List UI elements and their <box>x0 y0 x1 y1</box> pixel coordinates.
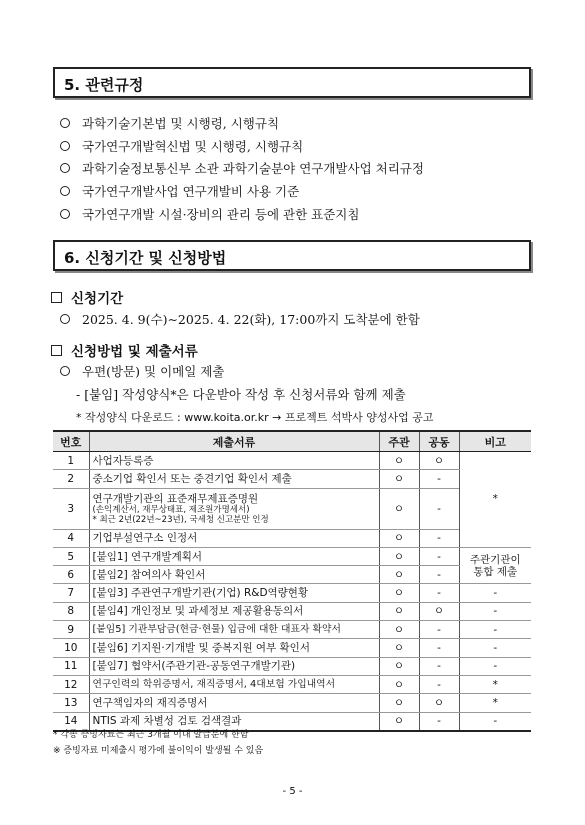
circle-bullet-icon <box>60 163 70 173</box>
section-6-header <box>53 240 531 271</box>
page-number: - 5 - <box>282 786 303 797</box>
section-6-title: 6. 신청기간 및 신청방법 <box>64 249 227 267</box>
header-no: 번호 <box>53 431 89 452</box>
circle-bullet-icon <box>60 209 70 219</box>
list-item: 과학기술기본법 및 시행령, 시행규칙 <box>60 112 424 135</box>
table-row: 9 [붙임5] 기관부담금(현금·현물) 입금에 대한 대표자 확약서 ㅇ - - <box>53 621 531 639</box>
section-5-header <box>53 67 531 98</box>
table-row: 4 기업부설연구소 인정서 ㅇ - <box>53 529 531 547</box>
header-note: 비고 <box>459 431 531 452</box>
circle-bullet-icon <box>60 118 70 128</box>
table-row: 6 [붙임2] 참여의사 확인서 ㅇ - <box>53 566 531 584</box>
section-5-title: 5. 관련규정 <box>64 76 144 94</box>
table-row: 11 [붙임7] 협약서(주관기관-공동연구개발기관) ㅇ - - <box>53 657 531 675</box>
regulation-list <box>60 112 424 225</box>
merged-note-cell: * <box>459 452 531 548</box>
circle-bullet-icon <box>60 141 70 151</box>
table-row: 7 [붙임3] 주관연구개발기관(기업) R&D역량현황 ㅇ - - <box>53 584 531 602</box>
list-item: 국가연구개발 시설·장비의 관리 등에 관한 표준지침 <box>60 202 424 225</box>
method-item: 우편(방문) 및 이메일 제출 <box>60 362 224 380</box>
header-joint: 공동 <box>419 431 459 452</box>
method-heading: 신청방법 및 제출서류 <box>51 340 198 360</box>
table-row: 3 연구개발기관의 표준재무제표증명원 (손익계산서, 재무상태표, 제조원가명세서) * 최근 2년(22년~23년), 국세청 신고분만 인정 ㅇ - <box>53 488 531 529</box>
merged-note-cell: 주관기관이 통합 제출 <box>459 547 531 584</box>
method-sub: - [붙임] 작성양식*은 다운받아 작성 후 신청서류와 함께 제출 <box>76 387 406 402</box>
list-item: 과학기술정보통신부 소관 과학기술분야 연구개발사업 처리규정 <box>60 157 424 180</box>
table-row: 14 NTIS 과제 차별성 검토 검색결과 ㅇ - - <box>53 712 531 731</box>
table-row: 12 연구인력의 학위증명서, 재직증명서, 4대보험 가입내역서 ㅇ - * <box>53 675 531 693</box>
table-row: 1 사업자등록증 ㅇ ㅇ * <box>53 452 531 470</box>
footnote-2: ※ 증빙자료 미제출시 평가에 불이익이 발생될 수 있음 <box>53 746 264 756</box>
circle-bullet-icon <box>60 366 70 376</box>
table-header-row <box>53 431 531 452</box>
footnote-1: * 각종 증빙자료는 최근 3개월 이내 발급분에 한함 <box>53 730 249 740</box>
square-bullet-icon <box>51 345 62 356</box>
header-doc: 제출서류 <box>89 431 379 452</box>
period-heading: 신청기간 <box>51 287 123 307</box>
table-row: 2 중소기업 확인서 또는 중견기업 확인서 제출 ㅇ - <box>53 470 531 488</box>
square-bullet-icon <box>51 292 62 303</box>
table-row: 10 [붙임6] 기지원·기개발 및 중복지원 여부 확인서 ㅇ - - <box>53 639 531 657</box>
table-row: 13 연구책임자의 재직증명서 ㅇ ㅇ * <box>53 694 531 712</box>
circle-bullet-icon <box>60 314 70 324</box>
list-item: 국가연구개발혁신법 및 시행령, 시행규칙 <box>60 135 424 158</box>
table-row: 5 [붙임1] 연구개발계획서 ㅇ - 주관기관이 통합 제출 <box>53 547 531 565</box>
period-text: 2025. 4. 9(수)∼2025. 4. 22(화), 17:00까지 도착분에 한함 <box>60 310 420 328</box>
header-lead: 주관 <box>379 431 419 452</box>
list-item: 국가연구개발사업 연구개발비 사용 기준 <box>60 180 424 203</box>
circle-bullet-icon <box>60 186 70 196</box>
download-note: * 작성양식 다운로드 : www.koita.or.kr → 프로젝트 석박사 양성사업 공고 <box>76 411 434 424</box>
documents-table <box>53 430 531 732</box>
table-row: 8 [붙임4] 개인정보 및 과세정보 제공활용동의서 ㅇ ㅇ - <box>53 602 531 620</box>
